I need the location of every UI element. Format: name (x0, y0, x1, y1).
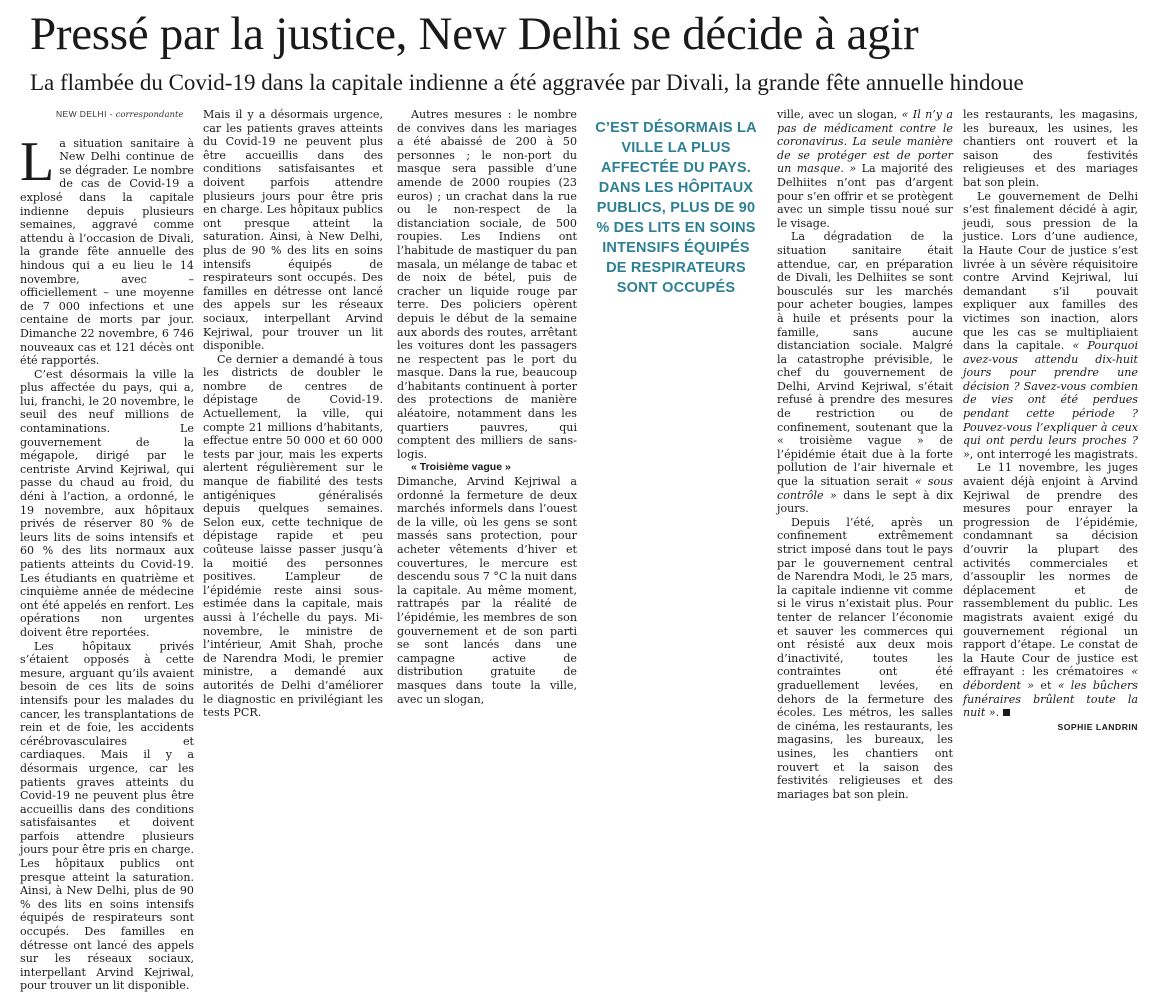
paragraph-10-mid: et (1040, 678, 1052, 692)
paragraph-7-quote: « sous contrôle » (777, 475, 953, 502)
paragraph-8: Depuis l’été, après un confinement extrêmement strict imposé dans tout le pays par le gouvernement central de Narendra Modi, le 25 mars, la capitale indienne vit comme si le virus n’existait plus. Pour tenter de relancer l’économie et sauver les commerces qui ont résisté aux deux mois d’inactivité, toutes les contraintes ont été graduellement levées, en dehors de la fermeture des écoles. Les métros, les salles de cinéma, les restaurants, les magasins, les bureaux, les usines, les chantiers ont rouvert et la saison des festivités religieuses et des mariages bat son plein. (777, 515, 953, 801)
paragraph-2: C’est désormais la ville la plus affectée du pays, qui a, lui, franchi, le 20 novembre, le seuil des neuf millions de contaminations. Le gouvernement de la mégapole, dirigé par le centriste Arvind Kejriwal, qui passe du chaud au froid, du déni à l’action, a ordonné, le 19 novembre, aux hôpitaux privés de réserver 80 % de leurs lits de soins intensifs et 60 % des lits normaux aux patients atteints du Covid-19. Les étudiants en quatrième et cinquième année de médecine ont été appelés en renfort. Les opérations non urgentes doivent être reportées. (20, 367, 194, 639)
paragraph-7-text: La dégradation de la situation sanitaire était attendue, car, en préparation de Divali, les Delhiites se sont bousculés sur les marchés pour acheter bougies, lampes à huile et présents pour la famille, sans aucune distanciation sociale. Malgré la catastrophe prévisible, le chef du gouvernement de Delhi, Arvind Kejriwal, s’était refusé à prendre des mesures de restriction ou de confinement, soutenant que la « troisième vague » de l’épidémie était due à la forte pollution de l’air hivernale et que la situation serait (777, 230, 953, 489)
paragraph-6: Dimanche, Arvind Kejriwal a ordonné la fermeture de deux marchés informels dans l’ouest de la ville, où les gens se sont massés sans protection, pour acheter vêtements d’hiver et couvertures, le mercure est descendu sous 7 °C la nuit dans la capitale. Au même moment, rattrapés par la réalité de l’épidémie, les membres de son gouvernement et de son parti se sont lancés dans une campagne active de distribution gratuite de masques dans toute la ville, avec un slogan, (397, 475, 578, 706)
paragraph-5: Autres mesures : le nombre de convives dans les mariages a été abaissé de 200 à 50 personnes ; le non-port du masque sera passible d’une amende de 2000 roupies (23 euros) ; un crachat dans la rue ou le non-respect de la distanciation sociale, de 500 roupies. Les Indiens ont l’habitude de mastiquer du pan masala, un mélange de tabac et de noix de bétel, puis de cracher un liquide rouge par terre. Des policiers opèrent depuis le début de la semaine aux abords des routes, arrêtant les voitures dont les passagers ne respectent pas le port du masque. Dans la rue, beaucoup d’habitants continuent à porter des protections de manière aléatoire, notamment dans les quartiers pauvres, qui comptent des milliers de sans-logis. (397, 108, 577, 461)
dateline-role: correspondante (115, 110, 184, 120)
end-mark-icon (1003, 709, 1010, 716)
pull-quote: C’EST DÉSORMAIS LA VILLE LA PLUS AFFECTÉE DU PAYS. DANS LES HÔPITAUX PUBLICS, PLUS DE 90 % DES LITS EN SOINS INTENSIFS ÉQUIPÉS DE RESPIRATEURS SONT OCCUPÉS (595, 120, 757, 296)
paragraph-7 (777, 230, 953, 515)
slogan-quote: « Il n’y a pas de médicament contre le coronavirus. La seule manière de se protéger est de porter un masque. » (777, 108, 953, 176)
dateline (56, 108, 194, 123)
column-6 (963, 108, 1138, 732)
paragraph-10-quote-1: « débordent » (963, 665, 1138, 692)
column-2 (203, 108, 383, 720)
paragraph-8-cont: les restaurants, les magasins, les bureaux, les usines, les chantiers ont rouvert et la saison des festivités religieuses et des mariages bat son plein. (963, 108, 1138, 189)
paragraph-10-text: Le 11 novembre, les juges avaient déjà enjoint à Arvind Kejriwal de prendre des mesures pour enrayer la progression de l’épidémie, condamnant sa décision d’ouvrir la plupart des activités commerciales et d’assouplir les normes de déplacement et de rassemblement du public. Les magistrats avaient exigé du gouvernement régional un rapport d’étape. Le constat de la Haute Cour de justice est effrayant : les crématoires (963, 461, 1138, 679)
paragraph-9 (963, 190, 1138, 462)
paragraph-9-end: , ont interrogé les magistrats. (969, 447, 1138, 461)
headline: Pressé par la justice, New Delhi se décide à agir (30, 8, 919, 60)
paragraph-10 (963, 461, 1138, 719)
paragraph-1 (20, 130, 194, 368)
column-5 (777, 108, 954, 801)
dateline-city: NEW DELHI - (56, 109, 113, 119)
paragraph-7-end: dans le sept à dix jours. (777, 488, 953, 516)
paragraph-9-quote: « Pourquoi avez-vous attendu dix-huit jours pour prendre une décision ? Savez-vous combien de vies ont été perdues pendant cette période ? Pouvez-vous l’expliquer à ceux qui ont perdu leurs proches ? » (963, 339, 1138, 461)
paragraph-10-end: . (995, 706, 1000, 720)
paragraph-1-text: a situation sanitaire à New Delhi continue de se dégrader. Le nombre de cas de Covid-19 a explosé dans la capitale indienne depuis plusieurs semaines, aggravé comme attendu à l’occasion de Divali, la grande fête annuelle des hindous qui a eu lieu le 14 novembre, avec – officiellement – une moyenne de 7 000 infections et une centaine de morts par jour. Dimanche 22 novembre, 6 746 nouveaux cas et 121 décès ont été rapportés. (20, 136, 194, 368)
paragraph-4: Ce dernier a demandé à tous les districts de doubler le nombre de centres de dépistage de Covid-19. Actuellement, la ville, qui compte 21 millions d’habitants, effectue entre 50 000 et 60 000 tests par jour, mais les experts alertent régulièrement sur le manque de fiabilité des tests antigéniques généralisés depuis quelques semaines. Selon eux, cette technique de dépistage rapide et peu coûteuse laisse passer jusqu’à la moitié des personnes positives. L’ampleur de l’épidémie reste ainsi sous-estimée dans la capitale, mais aussi à l’échelle du pays. Mi-novembre, le ministre de l’intérieur, Amit Shah, proche de Narendra Modi, le premier ministre, a demandé aux autorités de Delhi d’améliorer le diagnostic en privilégiant les tests PCR. (203, 352, 383, 720)
drop-cap: L (20, 130, 55, 193)
paragraph-10-quote-2: « les bûchers funéraires brûlent toute la nuit » (963, 678, 1138, 720)
section-title: « Troisième vague » (411, 461, 511, 474)
paragraph-9-text: Le gouvernement de Delhi s’est finalement décidé à agir, jeudi, sous pression de la justice. Lors d’une audience, la Haute Cour de justice s’est livrée à un sévère réquisitoire contre Arvind Kejriwal, lui demandant s’il pouvait expliquer aux familles des victimes son inaction, alors que les cas se multipliaient dans la capitale. (963, 189, 1138, 353)
paragraph-6-cont: ville, avec un slogan, « Il n’y a pas de médicament contre le coronavirus. La seule manière de se protéger est de porter un masque. » La majorité des Delhiites n’ont pas d’argent pour s’en offrir et se protègent avec un simple tissu noué sur le visage. (777, 108, 954, 230)
paragraph-3: Les hôpitaux privés s’étaient opposés à cette mesure, arguant qu’ils avaient besoin de ces lits de soins intensifs pour les malades du cancer, les transplantations de rein et de foie, les accidents cérébrovasculaires et cardiaques. Mais il y a désormais urgence, car les patients graves atteints du Covid-19 ne peuvent plus être accueillis dans des conditions satisfaisantes et doivent parfois attendre plusieurs jours pour être pris en charge. Les hôpitaux publics ont presque atteint la saturation. Ainsi, à New Delhi, plus de 90 % des lits en soins intensifs équipés de respirateurs sont occupés. Des familles en détresse ont lancé des appels sur les réseaux sociaux, interpellant Arvind Kejriwal, pour trouver un lit disponible. (20, 639, 194, 993)
paragraph-3-cont: Mais il y a désormais urgence, car les patients graves atteints du Covid-19 ne peuvent plus être accueillis dans des conditions satisfaisantes et doivent parfois attendre plusieurs jours pour être pris en charge. Les hôpitaux publics ont presque atteint la saturation. Ainsi, à New Delhi, plus de 90 % des lits en soins intensifs équipés de respirateurs sont occupés. Des familles en détresse ont lancé des appels sur les réseaux sociaux, interpellant Arvind Kejriwal, pour trouver un lit disponible. (203, 108, 383, 353)
paragraph-6-end: La majorité des Delhiites n’ont pas d’argent pour s’en offrir et se protègent avec un simple tissu noué sur le visage. (777, 162, 954, 230)
subheadline: La flambée du Covid-19 dans la capitale indienne a été aggravée par Divali, la grande fête annuelle hindoue (30, 70, 1024, 95)
column-3 (397, 108, 578, 706)
author-signature: SOPHIE LANDRIN (1057, 721, 1138, 732)
column-1 (20, 108, 194, 993)
